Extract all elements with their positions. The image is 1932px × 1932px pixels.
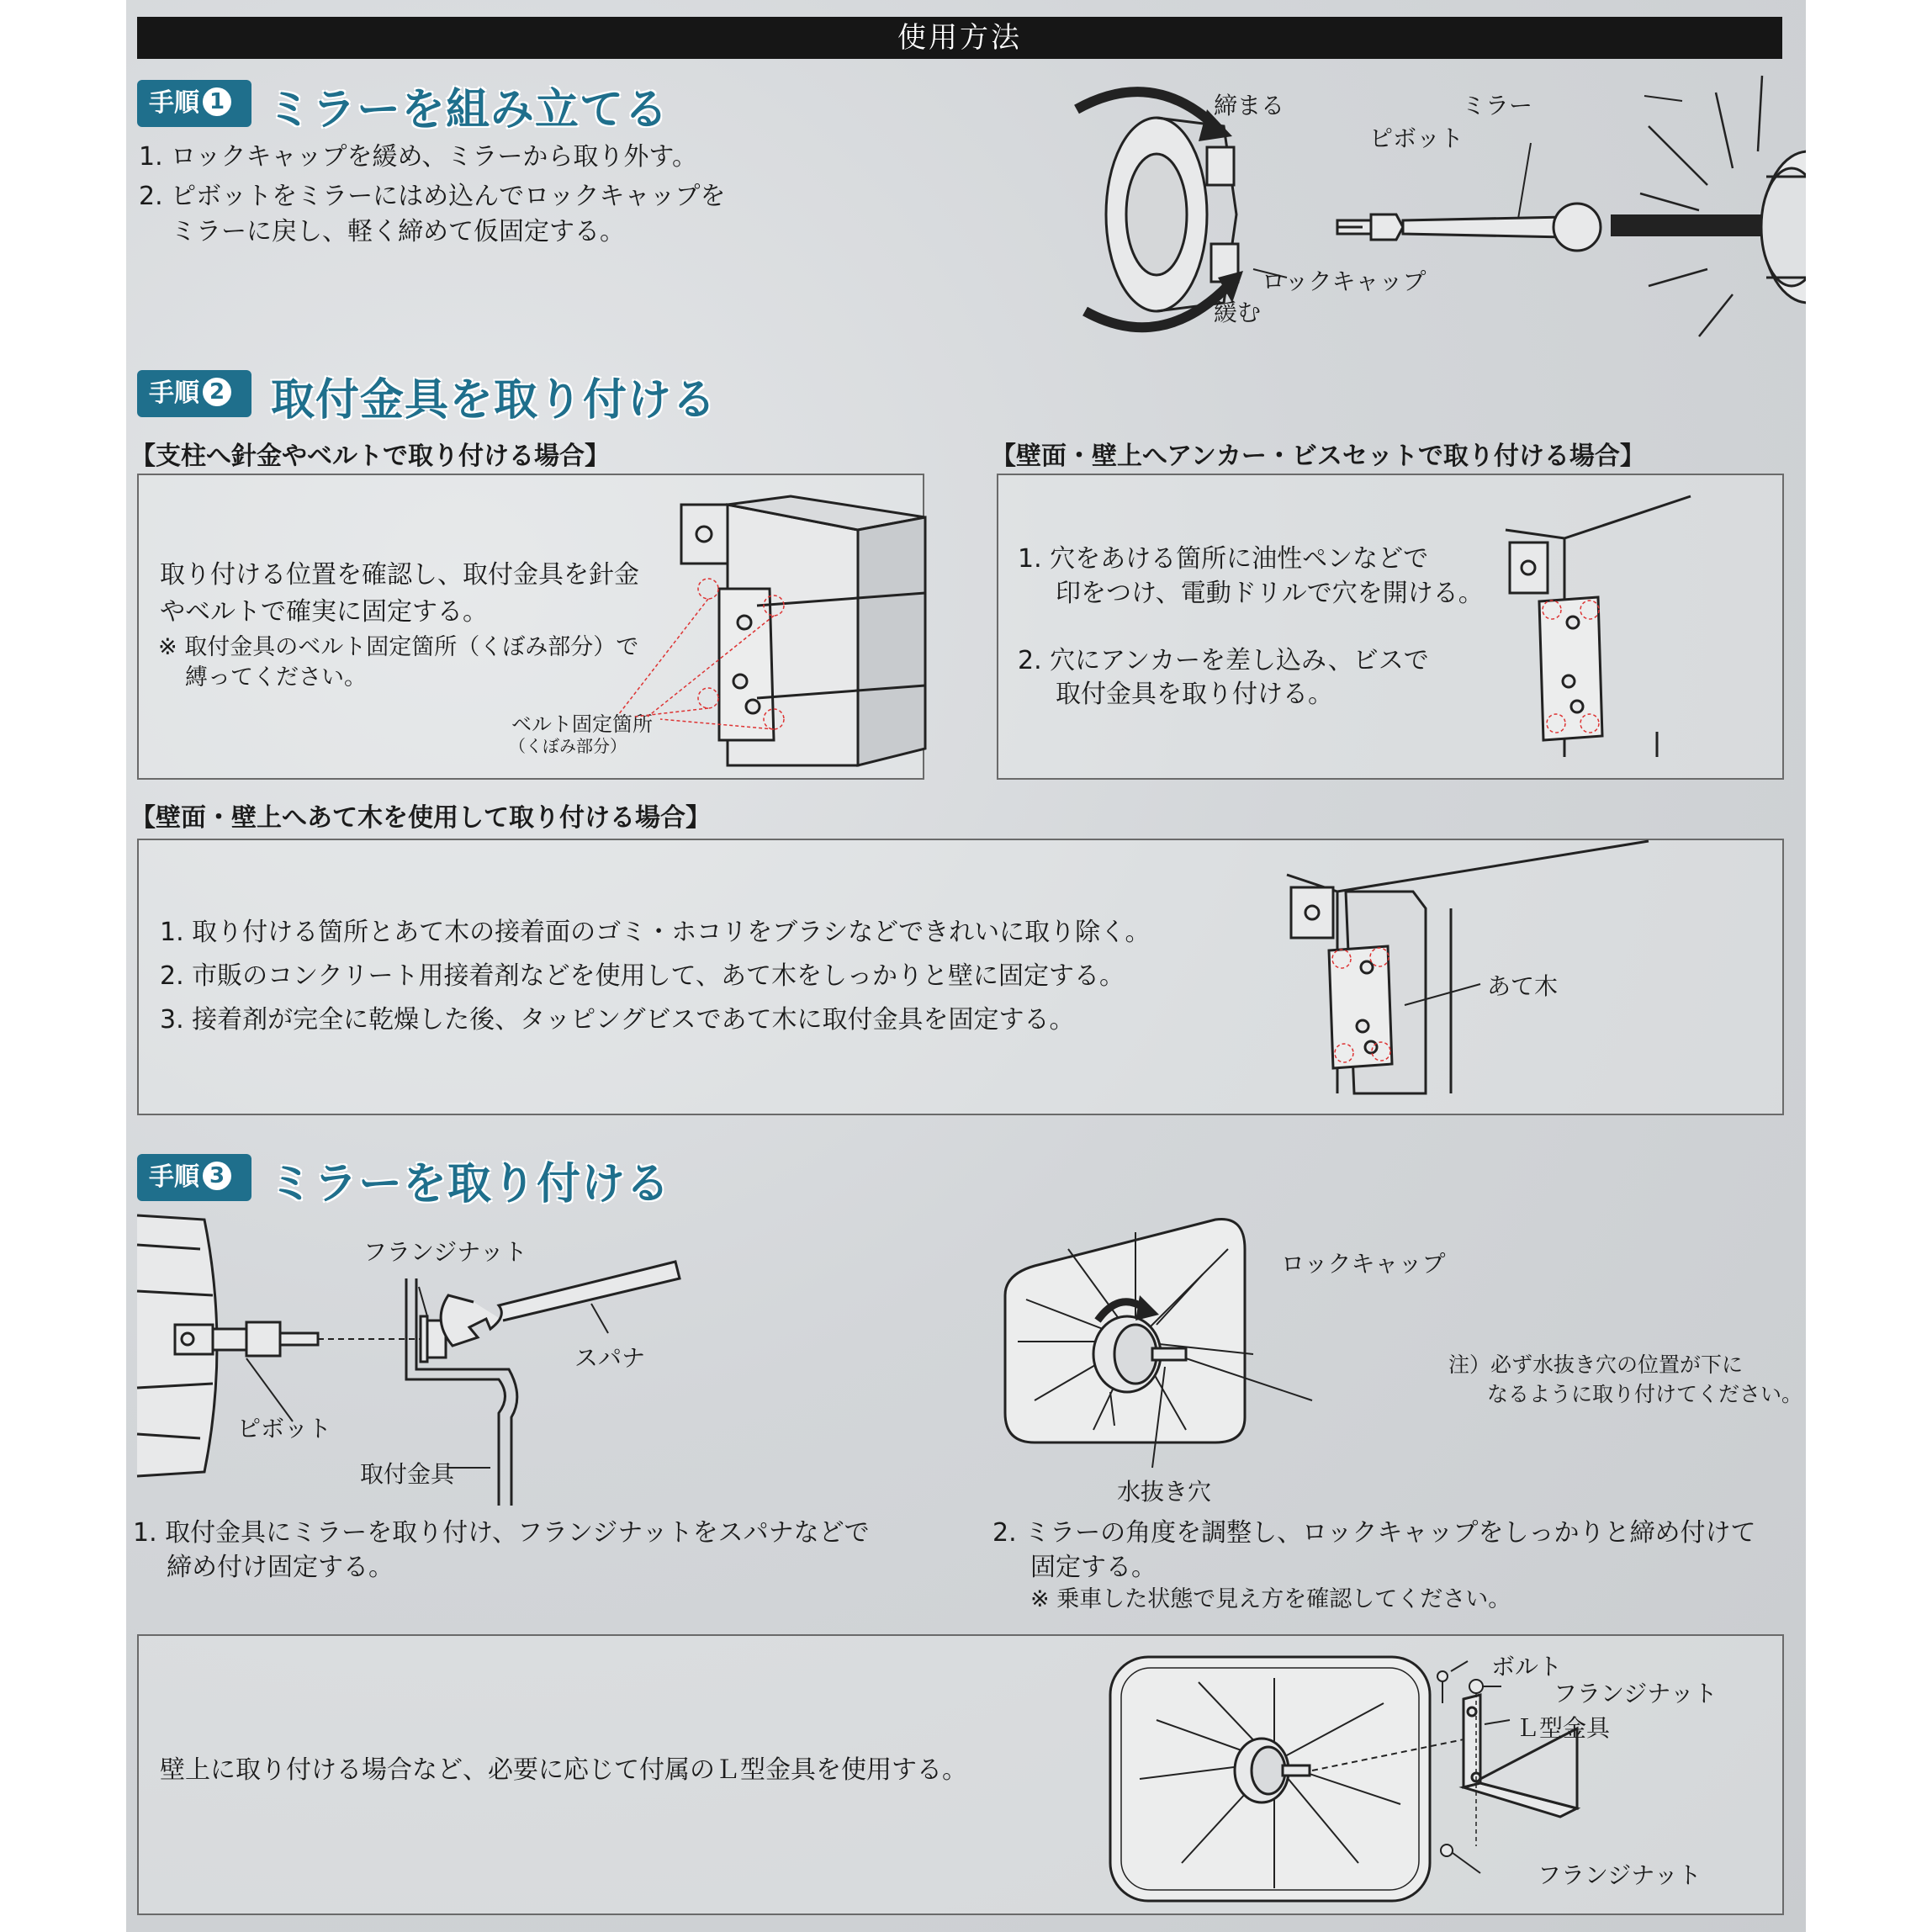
case-a-callout-1: ベルト固定箇所 [511, 712, 653, 736]
l-bracket-diagram [1106, 1653, 1577, 1905]
page-title: 使用方法 [137, 17, 1782, 59]
step3-instr2-line-2: 固定する。 [1030, 1553, 1157, 1582]
l-bracket-text: 壁上に取り付ける場合など、必要に応じて付属のＬ型金具を使用する。 [160, 1755, 967, 1785]
lockcap-illustration [1106, 118, 1238, 311]
step1-diagram [1060, 76, 1792, 353]
case-c-line-2: 2. 市販のコンクリート用接着剤などを使用して、あて木をしっかりと壁に固定する。 [160, 961, 1125, 991]
label-lockcap-step3: ロックキャップ [1281, 1250, 1446, 1278]
step2-badge-label: 手順 [149, 378, 199, 408]
label-pivot: ピボット [1369, 124, 1464, 152]
flange-nut-top-icon [1469, 1680, 1483, 1693]
step1-line-3: ミラーに戻し、軽く締めて仮固定する。 [171, 217, 625, 246]
step2-badge [137, 370, 251, 417]
case-b-line-4: 取付金具を取り付ける。 [1056, 680, 1333, 709]
spanner-icon [441, 1262, 680, 1346]
case-a-diagram [681, 496, 925, 765]
case-a-line-1: 取り付ける位置を確認し、取付金具を針金 [160, 560, 639, 590]
step3-instr1-line-1: 1. 取付金具にミラーを取り付け、フランジナットをスパナなどで [133, 1518, 870, 1548]
label-mirror: ミラー [1462, 92, 1533, 119]
case-b-line-2: 印をつけ、電動ドリルで穴を開ける。 [1056, 579, 1484, 608]
case-a-callout-2: （くぼみ部分） [509, 736, 627, 756]
case-b-diagram [1506, 496, 1783, 765]
label-flange-nut: フランジナット [363, 1238, 527, 1266]
label-bracket: 取付金具 [360, 1460, 455, 1488]
step1-badge [137, 80, 251, 127]
case-c-title: 【壁面・壁上へあて木を使用して取り付ける場合】 [130, 803, 711, 833]
case-a-note-2: 縛ってください。 [185, 664, 367, 691]
case-c-line-3: 3. 接着剤が完全に乾燥した後、タッピングビスであて木に取付金具を固定する。 [160, 1005, 1075, 1035]
pivot-illustration [1337, 204, 1601, 251]
label-spanner: スパナ [574, 1344, 646, 1372]
case-b-title: 【壁面・壁上へアンカー・ビスセットで取り付ける場合】 [991, 442, 1645, 471]
instruction-page [126, 0, 1806, 1932]
step1-line-1: 1. ロックキャップを緩め、ミラーから取り外す。 [139, 142, 697, 172]
step2-badge-number: 2 [203, 378, 231, 406]
step3-instr2-note: ※ 乗車した状態で見え方を確認してください。 [1030, 1586, 1511, 1612]
step3-badge [137, 1154, 251, 1201]
label-tighten: 締まる [1214, 92, 1285, 119]
label-flange-nut-bottom: フランジナット [1538, 1861, 1702, 1889]
label-backing-board: あて木 [1487, 972, 1559, 1000]
step1-badge-number: 1 [203, 87, 231, 116]
pivot-bolt-illustration [175, 1322, 318, 1356]
step1-badge-label: 手順 [149, 88, 199, 118]
label-l-bracket: Ｌ型金具 [1516, 1714, 1611, 1742]
step3-note-2: なるように取り付けてください。 [1487, 1382, 1803, 1406]
step1-line-2: 2. ピボットをミラーにはめ込んでロックキャップを [139, 182, 726, 211]
case-a-line-2: やベルトで確実に固定する。 [160, 597, 488, 627]
step3-note-1: 注）必ず水抜き穴の位置が下に [1448, 1352, 1744, 1377]
flange-nut-bottom-icon [1441, 1845, 1453, 1856]
step1-heading: ミラーを組み立てる [267, 85, 670, 135]
label-loosen: 緩む [1214, 299, 1262, 326]
step3-badge-label: 手順 [149, 1162, 199, 1192]
step3-instr1-line-2: 締め付け固定する。 [167, 1553, 394, 1582]
step3-heading: ミラーを取り付ける [269, 1159, 671, 1209]
case-a-title: 【支柱へ針金やベルトで取り付ける場合】 [130, 442, 610, 471]
step3-badge-number: 3 [203, 1162, 231, 1190]
label-flange-nut-top: フランジナット [1554, 1680, 1718, 1707]
mirror-glare-lines [1640, 76, 1762, 336]
label-pivot-step3: ピボット [237, 1415, 332, 1442]
case-b-line-3: 2. 穴にアンカーを差し込み、ビスで [1018, 646, 1429, 675]
label-lockcap: ロックキャップ [1262, 267, 1427, 295]
case-c-diagram [1287, 858, 1623, 1110]
label-bolt: ボルト [1491, 1653, 1563, 1681]
step3-instr2-line-1: 2. ミラーの角度を調整し、ロックキャップをしっかりと締め付けて [992, 1518, 1756, 1548]
mirror-illustration [1761, 151, 1806, 303]
case-b-line-1: 1. 穴をあける箇所に油性ペンなどで [1018, 544, 1429, 574]
case-a-note-1: ※ 取付金具のベルト固定箇所（くぼみ部分）で [158, 634, 639, 660]
step2-heading: 取付金具を取り付ける [271, 375, 717, 426]
label-drain-hole: 水抜き穴 [1117, 1478, 1212, 1506]
bolt-icon [1437, 1671, 1448, 1703]
case-c-line-1: 1. 取り付ける箇所とあて木の接着面のゴミ・ホコリをブラシなどできれいに取り除く。 [160, 918, 1151, 947]
